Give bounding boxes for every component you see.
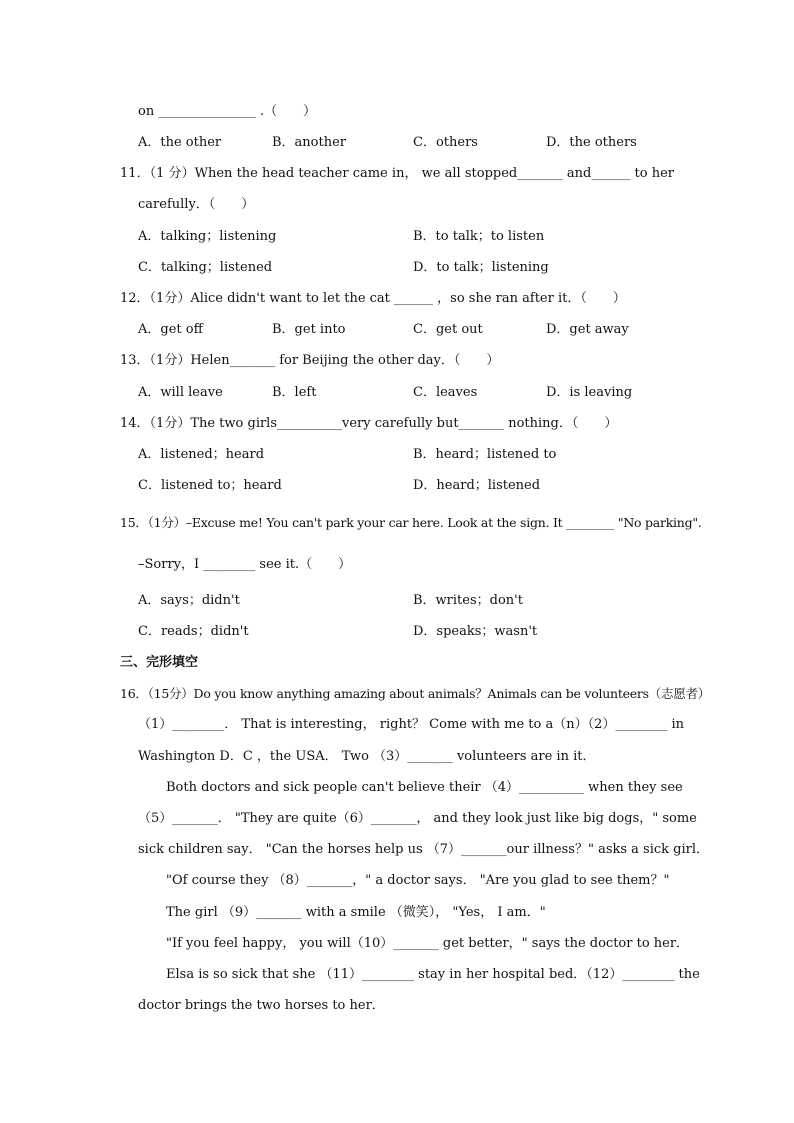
q14-option-c: C．listened to；heard <box>138 478 282 493</box>
q14-option-b: B．heard；listened to <box>413 447 557 462</box>
q15-option-b: B．writes；don't <box>413 593 523 608</box>
q16-line-8: The girl （9）_______ with a smile （微笑）， "Yes， I am．" <box>166 905 546 920</box>
q16-line-6: sick children say． "Can the horses help us （7）_______our illness？" asks a sick girl． <box>138 842 710 857</box>
q10-option-a: A．the other <box>138 135 222 150</box>
q13-stem: 13．（1分）Helen_______ for Beijing the other day．（ ） <box>120 353 500 368</box>
q16-line-9: "If you feel happy， you will（10）_______ get better，" says the doctor to her． <box>166 936 690 951</box>
q16-line-3: Washington D．C ，the USA． Two （3）_______ volunteers are in it． <box>138 749 596 764</box>
q15-option-d: D．speaks；wasn't <box>413 624 538 639</box>
q16-line-2: （1）________． That is interesting， right？ Come with me to a（n）（2）________ in <box>138 717 685 732</box>
q12-option-c: C．get out <box>413 322 483 337</box>
q13-option-a: A．will leave <box>138 385 223 400</box>
q11-stem-line2: carefully．（ ） <box>138 197 255 212</box>
q10-stem: on _______________ .（ ） <box>138 104 317 119</box>
q16-line-4: Both doctors and sick people can't believe their （4）__________ when they see <box>166 780 683 795</box>
q14-stem: 14．（1分）The two girls__________very carefully but_______ nothing．（ ） <box>120 416 618 431</box>
q11-option-d: D．to talk；listening <box>413 260 549 275</box>
q12-stem: 12．（1分）Alice didn't want to let the cat ______ ，so she ran after it．（ ） <box>120 291 626 306</box>
q10-option-d: D．the others <box>546 135 637 150</box>
q14-option-d: D．heard；listened <box>413 478 541 493</box>
q11-stem-line1: 11．（1 分）When the head teacher came in， we all stopped_______ and______ to her <box>120 166 674 181</box>
q10-option-b: B．another <box>272 135 347 150</box>
q16-line-5: （5）_______． "They are quite（6）_______， and they look just like big dogs，" some <box>138 811 697 826</box>
q15-option-c: C．reads；didn't <box>138 624 249 639</box>
q16-line-11: doctor brings the two horses to her． <box>138 998 385 1013</box>
q13-option-c: C．leaves <box>413 385 478 400</box>
q11-option-c: C．talking；listened <box>138 260 273 275</box>
q13-option-b: B．left <box>272 385 317 400</box>
q15-option-a: A．says；didn't <box>138 593 240 608</box>
q16-line-7: "Of course they （8）_______，" a doctor says． "Are you glad to see them？" <box>166 873 670 888</box>
q13-option-d: D．is leaving <box>546 385 633 400</box>
q16-line-1: 16．（15分）Do you know anything amazing about animals？Animals can be volunteers（志愿者） <box>120 686 711 701</box>
q14-option-a: A．listened；heard <box>138 447 265 462</box>
q15-stem-line1: 15．（1分）–Excuse me! You can't park your car here. Look at the sign. It ________ "No parking". <box>120 515 702 530</box>
q11-option-b: B．to talk；to listen <box>413 229 545 244</box>
q10-option-c: C．others <box>413 135 478 150</box>
q11-option-a: A．talking；listening <box>138 229 277 244</box>
q12-option-d: D．get away <box>546 322 629 337</box>
q15-stem-line2: –Sorry，I ________ see it.（ ） <box>138 557 352 572</box>
q16-line-10: Elsa is so sick that she （11）________ stay in her hospital bed．（12）________ the <box>166 967 700 982</box>
section-heading-cloze: 三、完形填空 <box>120 655 199 670</box>
q12-option-a: A．get off <box>138 322 203 337</box>
q12-option-b: B．get into <box>272 322 346 337</box>
